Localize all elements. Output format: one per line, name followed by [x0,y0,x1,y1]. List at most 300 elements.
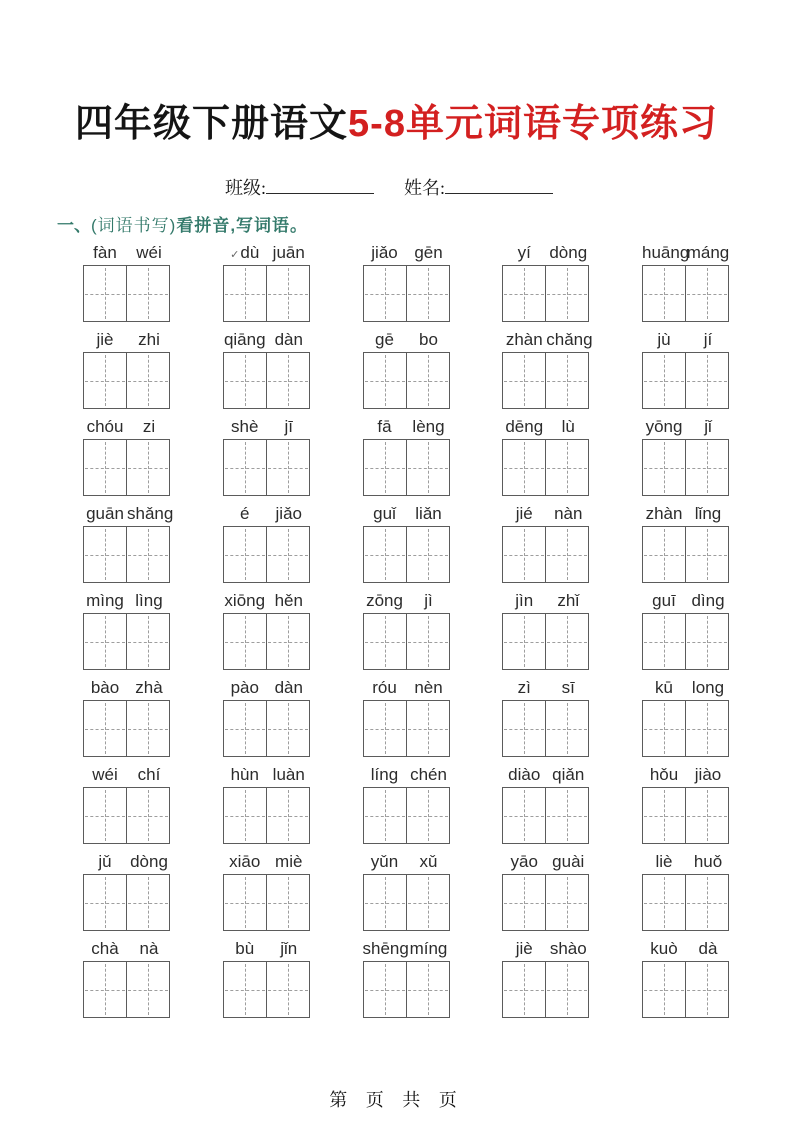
writing-box[interactable] [126,875,169,930]
pinyin-pair [363,585,451,613]
writing-boxes[interactable] [223,787,310,844]
pinyin-syllable: huǒ [693,852,723,871]
pinyin-pair [223,846,311,874]
writing-box[interactable] [685,614,728,669]
pinyin-syllable: shēng [362,939,409,958]
pinyin-pair [502,411,590,439]
word-group [223,498,311,585]
pinyin-syllable: máng [686,243,730,262]
name-blank-line[interactable] [445,178,553,194]
writing-boxes[interactable] [642,439,729,496]
word-group [83,411,171,498]
pinyin-pair [642,585,730,613]
writing-boxes[interactable] [223,526,310,583]
pinyin-pair [363,759,451,787]
writing-boxes[interactable] [363,787,450,844]
writing-box[interactable] [126,962,169,1017]
pinyin-syllable: wéi [136,243,162,262]
pinyin-syllable: guān [86,504,124,523]
writing-boxes[interactable] [502,352,589,409]
pinyin-syllable: miè [275,852,303,871]
pinyin-syllable: pào [230,678,259,697]
writing-boxes[interactable] [223,352,310,409]
writing-boxes[interactable] [642,874,729,931]
writing-box[interactable] [545,962,588,1017]
pinyin-syllable: fàn [93,243,117,262]
writing-box[interactable] [266,962,309,1017]
pinyin-pair [83,759,171,787]
writing-box[interactable] [545,701,588,756]
writing-box[interactable] [224,353,266,408]
word-group [502,672,590,759]
pinyin-syllable: diào [508,765,541,784]
word-group [642,846,730,933]
pinyin-syllable: qiǎn [552,765,585,784]
word-group [83,933,171,1020]
writing-boxes[interactable] [83,265,170,322]
pinyin-pair [223,237,311,265]
writing-box[interactable] [126,527,169,582]
writing-boxes[interactable] [223,265,310,322]
pinyin-pair [363,411,451,439]
pinyin-syllable: luàn [272,765,305,784]
writing-boxes[interactable] [363,961,450,1018]
writing-box[interactable] [545,353,588,408]
pinyin-syllable: jiè [96,330,114,349]
writing-box[interactable] [84,266,126,321]
writing-boxes[interactable] [642,352,729,409]
writing-box[interactable] [364,701,406,756]
pinyin-syllable: zhàn [645,504,683,523]
pinyin-syllable: gēn [414,243,443,262]
writing-box[interactable] [545,440,588,495]
writing-boxes[interactable] [642,265,729,322]
pinyin-syllable: lù [561,417,575,436]
writing-box[interactable] [266,788,309,843]
pinyin-syllable: chén [410,765,447,784]
writing-box[interactable] [224,527,266,582]
pinyin-syllable: yǔn [370,852,399,871]
writing-boxes[interactable] [83,613,170,670]
writing-boxes[interactable] [363,700,450,757]
word-group [83,846,171,933]
pinyin-row-1 [83,237,730,324]
pinyin-pair [502,759,590,787]
writing-box[interactable] [503,614,545,669]
writing-boxes[interactable] [502,265,589,322]
pinyin-syllable: dìng [691,591,725,610]
writing-boxes[interactable] [502,961,589,1018]
writing-box[interactable] [266,266,309,321]
pinyin-pair [502,237,590,265]
pinyin-syllable: míng [409,939,448,958]
writing-box[interactable] [643,353,685,408]
class-label: 班级: [225,178,267,198]
writing-boxes[interactable] [502,613,589,670]
pinyin-syllable: jǐ [704,417,712,436]
writing-box[interactable] [84,875,126,930]
pinyin-syllable: huāng [642,243,690,262]
writing-boxes[interactable] [363,526,450,583]
writing-box[interactable] [545,788,588,843]
pinyin-pair [642,237,730,265]
section-number: 一、 [57,216,91,235]
writing-box[interactable] [643,440,685,495]
writing-boxes[interactable] [642,961,729,1018]
pinyin-row-4 [83,498,730,585]
writing-box[interactable] [266,353,309,408]
word-group [363,324,451,411]
writing-box[interactable] [685,701,728,756]
pinyin-syllable: zhi [138,330,160,349]
writing-box[interactable] [224,875,266,930]
writing-box[interactable] [503,353,545,408]
word-group [363,672,451,759]
pinyin-syllable: shào [549,939,587,958]
word-group [502,237,590,324]
pinyin-syllable: nèn [414,678,443,697]
pinyin-row-2 [83,324,730,411]
writing-boxes[interactable] [502,439,589,496]
writing-box[interactable] [266,527,309,582]
writing-boxes[interactable] [642,700,729,757]
pinyin-syllable: sī [561,678,575,697]
pinyin-pair [642,411,730,439]
pinyin-syllable: zì [517,678,531,697]
writing-box[interactable] [126,701,169,756]
writing-boxes[interactable] [642,526,729,583]
pinyin-row-7 [83,759,730,846]
writing-box[interactable] [126,353,169,408]
pinyin-syllable: jí [703,330,713,349]
pinyin-syllable: jiè [515,939,533,958]
writing-box[interactable] [685,266,728,321]
pinyin-syllable: dēng [505,417,544,436]
pinyin-syllable: líng [370,765,399,784]
pinyin-pair [83,933,171,961]
pinyin-syllable: jù [657,330,671,349]
pinyin-pair [642,672,730,700]
pinyin-syllable: hěn [274,591,303,610]
writing-box[interactable] [503,440,545,495]
pinyin-pair [223,498,311,526]
word-group [83,672,171,759]
writing-box[interactable] [503,266,545,321]
pinyin-pair [363,933,451,961]
writing-boxes[interactable] [223,613,310,670]
word-group [363,585,451,672]
pinyin-syllable: lìng [135,591,163,610]
title-text-red: 5-8单元词语专项练习 [348,103,718,145]
writing-box[interactable] [364,962,406,1017]
pinyin-syllable: juān [272,243,305,262]
writing-boxes[interactable] [83,526,170,583]
writing-box[interactable] [224,962,266,1017]
writing-boxes[interactable] [642,613,729,670]
pinyin-row-3 [83,411,730,498]
writing-box[interactable] [224,701,266,756]
writing-box[interactable] [84,353,126,408]
pinyin-syllable: jié [515,504,533,523]
word-group [502,324,593,411]
writing-box[interactable] [406,527,449,582]
pinyin-syllable: xiāo [229,852,261,871]
writing-boxes[interactable] [83,874,170,931]
pinyin-syllable: ✓dù [230,243,260,262]
writing-box[interactable] [84,701,126,756]
writing-box[interactable] [406,701,449,756]
pinyin-syllable: zōng [366,591,403,610]
writing-box[interactable] [406,614,449,669]
writing-boxes[interactable] [363,874,450,931]
pinyin-pair [223,411,311,439]
pinyin-pair [642,759,730,787]
pinyin-syllable: lèng [412,417,445,436]
writing-boxes[interactable] [363,613,450,670]
writing-box[interactable] [406,440,449,495]
pinyin-pair [83,672,171,700]
pinyin-syllable: mìng [86,591,124,610]
pinyin-pair [502,933,590,961]
pinyin-syllable: gē [375,330,394,349]
writing-boxes[interactable] [223,700,310,757]
pinyin-pair [363,237,451,265]
writing-box[interactable] [406,788,449,843]
pinyin-syllable: yōng [645,417,683,436]
pinyin-syllable: zhàn [505,330,543,349]
word-group [363,237,451,324]
pinyin-syllable: dà [698,939,718,958]
class-blank-line[interactable] [266,178,374,194]
pinyin-pair [83,846,171,874]
pinyin-syllable: kū [655,678,673,697]
writing-box[interactable] [643,962,685,1017]
pinyin-syllable: dòng [549,243,588,262]
writing-box[interactable] [126,440,169,495]
writing-boxes[interactable] [83,700,170,757]
writing-boxes[interactable] [83,961,170,1018]
pinyin-syllable: jì [424,591,433,610]
page-title [0,92,793,147]
writing-boxes[interactable] [502,787,589,844]
title-text-black: 四年级下册语文 [75,103,349,145]
pinyin-pair [642,324,730,352]
pinyin-syllable: jǐn [280,939,298,958]
pinyin-syllable: zhà [135,678,163,697]
writing-box[interactable] [406,353,449,408]
word-group [83,498,174,585]
writing-box[interactable] [224,266,266,321]
writing-box[interactable] [84,614,126,669]
pinyin-pair [83,411,171,439]
writing-boxes[interactable] [363,352,450,409]
writing-box[interactable] [685,788,728,843]
writing-box[interactable] [266,875,309,930]
word-group [223,672,311,759]
writing-box[interactable] [224,614,266,669]
pinyin-pair [223,324,311,352]
writing-box[interactable] [643,788,685,843]
pinyin-pair [502,846,590,874]
writing-box[interactable] [224,440,266,495]
word-group [83,759,171,846]
writing-box[interactable] [364,614,406,669]
word-group [502,933,590,1020]
word-group [502,846,590,933]
pinyin-syllable: guǐ [373,504,396,523]
word-group [223,585,311,672]
writing-boxes[interactable] [83,439,170,496]
pinyin-syllable: bào [90,678,120,697]
writing-box[interactable] [266,701,309,756]
word-group [363,759,451,846]
pinyin-syllable: chà [91,939,119,958]
pinyin-syllable: nà [139,939,159,958]
writing-boxes[interactable] [363,265,450,322]
pinyin-row-5 [83,585,730,672]
section-tag: (词语书写) [91,216,177,235]
writing-box[interactable] [643,614,685,669]
pinyin-pair [363,498,451,526]
writing-box[interactable] [503,875,545,930]
pinyin-syllable: dàn [274,678,303,697]
writing-boxes[interactable] [502,526,589,583]
writing-box[interactable] [685,527,728,582]
pinyin-syllable: dòng [130,852,168,871]
pinyin-syllable: chǎng [546,330,593,349]
writing-box[interactable] [364,353,406,408]
writing-box[interactable] [643,875,685,930]
pinyin-syllable: yāo [510,852,538,871]
writing-box[interactable] [364,440,406,495]
pinyin-syllable: jiǎo [371,243,398,262]
writing-box[interactable] [84,440,126,495]
pinyin-pair [363,324,451,352]
pinyin-syllable: jìn [515,591,534,610]
pinyin-pair [642,846,730,874]
writing-box[interactable] [685,962,728,1017]
pinyin-syllable: nàn [554,504,583,523]
pinyin-syllable: guài [552,852,585,871]
word-group [642,585,730,672]
writing-box[interactable] [545,875,588,930]
pinyin-syllable: chóu [86,417,124,436]
pinyin-pair [363,846,451,874]
pinyin-syllable: zhǐ [557,591,580,610]
pinyin-syllable: zi [142,417,156,436]
writing-box[interactable] [643,266,685,321]
writing-box[interactable] [545,527,588,582]
pinyin-syllable: róu [372,678,397,697]
writing-boxes[interactable] [642,787,729,844]
word-group [502,585,590,672]
pinyin-syllable: fā [377,417,392,436]
writing-box[interactable] [266,440,309,495]
word-group [502,759,590,846]
writing-box[interactable] [126,788,169,843]
pinyin-syllable: yí [517,243,531,262]
pinyin-pair [502,672,590,700]
writing-box[interactable] [685,875,728,930]
pinyin-syllable: shè [231,417,259,436]
writing-box[interactable] [503,962,545,1017]
pinyin-syllable: liè [655,852,673,871]
pinyin-pair [502,324,593,352]
writing-box[interactable] [84,962,126,1017]
writing-box[interactable] [126,266,169,321]
pinyin-syllable: long [691,678,725,697]
writing-box[interactable] [364,788,406,843]
writing-box[interactable] [545,266,588,321]
writing-box[interactable] [406,875,449,930]
pinyin-syllable: wéi [92,765,118,784]
page-footer: 第 页 共 页 [329,1090,464,1110]
writing-boxes[interactable] [223,874,310,931]
writing-box[interactable] [545,614,588,669]
writing-box[interactable] [126,614,169,669]
pinyin-syllable: é [240,504,250,523]
writing-box[interactable] [84,527,126,582]
writing-box[interactable] [685,353,728,408]
writing-boxes[interactable] [223,961,310,1018]
writing-boxes[interactable] [83,352,170,409]
writing-box[interactable] [503,527,545,582]
pinyin-pair [642,498,730,526]
writing-box[interactable] [643,527,685,582]
writing-boxes[interactable] [363,439,450,496]
writing-box[interactable] [685,440,728,495]
section-header [57,211,308,236]
writing-box[interactable] [364,875,406,930]
writing-boxes[interactable] [502,874,589,931]
writing-box[interactable] [84,788,126,843]
writing-box[interactable] [364,266,406,321]
writing-box[interactable] [406,266,449,321]
pinyin-syllable: lǐng [694,504,722,523]
pinyin-pair [502,498,590,526]
writing-box[interactable] [266,614,309,669]
word-group [642,411,730,498]
word-group [642,672,730,759]
word-group [223,846,311,933]
word-group [363,933,451,1020]
writing-box[interactable] [364,527,406,582]
writing-box[interactable] [224,788,266,843]
pinyin-pair [223,759,311,787]
word-group [83,324,171,411]
writing-boxes[interactable] [223,439,310,496]
pinyin-pair [502,585,590,613]
pinyin-grid [83,237,730,1020]
pinyin-syllable: jiào [694,765,722,784]
pinyin-syllable: chí [137,765,161,784]
writing-boxes[interactable] [502,700,589,757]
pinyin-syllable: dàn [274,330,303,349]
writing-box[interactable] [643,701,685,756]
word-group [223,933,311,1020]
pinyin-syllable: liǎn [415,504,442,523]
pinyin-pair [642,933,730,961]
name-label: 姓名: [404,178,446,198]
pinyin-syllable: bo [419,330,438,349]
writing-boxes[interactable] [83,787,170,844]
pinyin-syllable: bù [235,939,255,958]
writing-box[interactable] [503,701,545,756]
writing-box[interactable] [503,788,545,843]
pinyin-syllable: hǒu [649,765,679,784]
writing-box[interactable] [406,962,449,1017]
word-group [223,411,311,498]
